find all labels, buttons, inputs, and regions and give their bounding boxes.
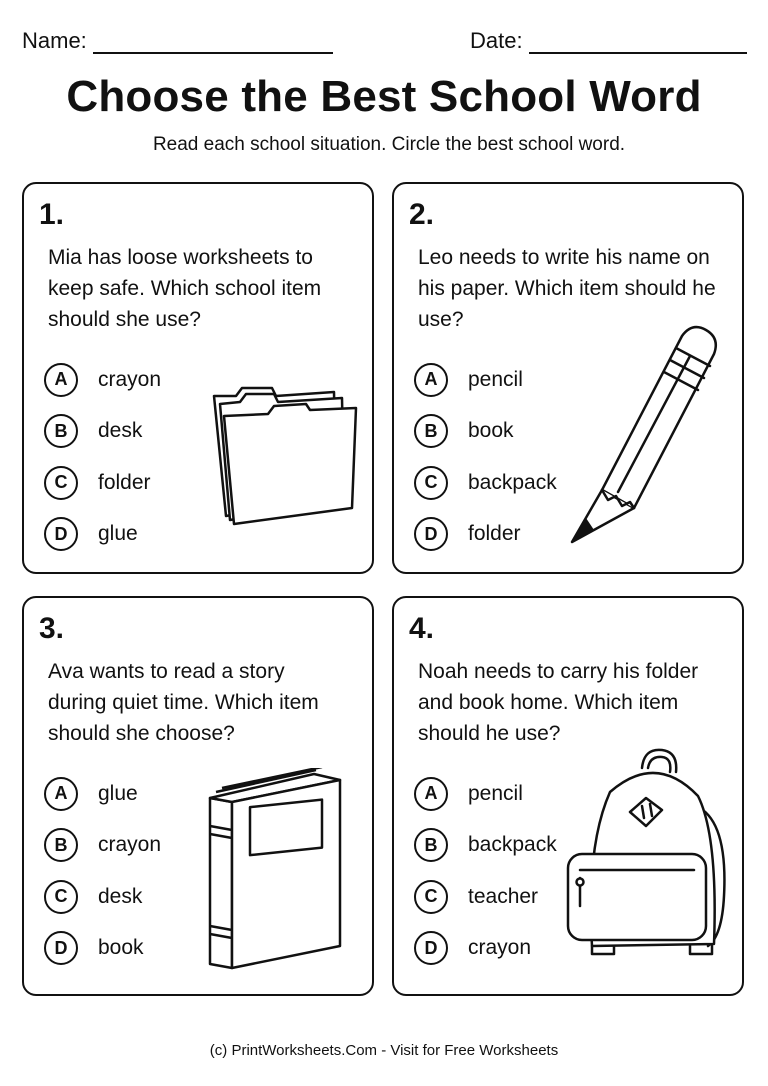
option-text[interactable]: glue [98, 781, 138, 805]
answer-option-a[interactable] [44, 354, 161, 406]
answer-options [414, 354, 557, 560]
question-number: 1. [39, 198, 65, 231]
book-icon [204, 768, 354, 973]
option-text[interactable]: crayon [468, 936, 532, 960]
backpack-icon [566, 746, 736, 966]
option-text[interactable]: pencil [468, 781, 523, 805]
option-text[interactable]: pencil [468, 367, 523, 391]
question-text: Ava wants to read a story during quiet time. Which item should she choose? [48, 660, 319, 745]
option-text[interactable]: backpack [468, 833, 557, 857]
option-text[interactable]: teacher [468, 884, 539, 908]
answer-options [44, 768, 161, 974]
option-text[interactable]: folder [468, 522, 521, 546]
answer-option-a[interactable] [414, 768, 557, 820]
pencil-icon [564, 322, 724, 547]
answer-option-d[interactable] [414, 509, 557, 561]
option-letter-d[interactable]: D [414, 931, 448, 965]
answer-option-c[interactable] [414, 871, 557, 923]
option-letter-b[interactable]: B [44, 828, 78, 862]
question-text: Noah needs to carry his folder and book home. Which item should he use? [418, 660, 699, 745]
question-card-4 [392, 596, 744, 996]
question-card-3 [22, 596, 374, 996]
date-label: Date: [470, 28, 523, 53]
folder-icon [206, 376, 366, 531]
answer-option-b[interactable] [44, 406, 161, 458]
answer-option-b[interactable] [44, 820, 161, 872]
question-card-1 [22, 182, 374, 574]
question-number: 4. [409, 612, 435, 645]
option-letter-b[interactable]: B [414, 414, 448, 448]
option-letter-c[interactable]: C [44, 466, 78, 500]
option-letter-b[interactable]: B [44, 414, 78, 448]
answer-option-d[interactable] [44, 509, 161, 561]
option-letter-c[interactable]: C [414, 880, 448, 914]
option-letter-a[interactable]: A [44, 363, 78, 397]
answer-option-d[interactable] [414, 923, 557, 975]
option-text[interactable]: desk [98, 419, 143, 443]
option-text[interactable]: folder [98, 470, 151, 494]
option-letter-a[interactable]: A [44, 777, 78, 811]
date-field[interactable] [470, 28, 747, 54]
option-letter-d[interactable]: D [44, 931, 78, 965]
option-text[interactable]: book [98, 936, 144, 960]
option-letter-c[interactable]: C [44, 880, 78, 914]
footer-credit: (c) PrintWorksheets.Com - Visit for Free Worksheets [209, 1042, 559, 1059]
date-line[interactable] [529, 30, 747, 54]
question-number: 3. [39, 612, 65, 645]
option-text[interactable]: glue [98, 522, 138, 546]
answer-option-a[interactable] [414, 354, 557, 406]
answer-option-c[interactable] [44, 871, 161, 923]
option-letter-a[interactable]: A [414, 363, 448, 397]
answer-option-d[interactable] [44, 923, 161, 975]
option-text[interactable]: book [468, 419, 514, 443]
option-letter-b[interactable]: B [414, 828, 448, 862]
question-number: 2. [409, 198, 435, 231]
answer-option-b[interactable] [414, 820, 557, 872]
option-letter-a[interactable]: A [414, 777, 448, 811]
name-label: Name: [22, 28, 87, 53]
answer-option-a[interactable] [44, 768, 161, 820]
option-letter-d[interactable]: D [44, 517, 78, 551]
answer-option-b[interactable] [414, 406, 557, 458]
option-text[interactable]: crayon [98, 367, 162, 391]
question-card-2 [392, 182, 744, 574]
page-title: Choose the Best School Word [66, 72, 702, 121]
answer-options [414, 768, 557, 974]
name-line[interactable] [93, 30, 333, 54]
answer-option-c[interactable] [414, 457, 557, 509]
name-field[interactable] [22, 28, 333, 54]
question-text: Mia has loose worksheets to keep safe. Which school item should she use? [48, 246, 322, 331]
option-letter-c[interactable]: C [414, 466, 448, 500]
question-text: Leo needs to write his name on his paper. Which item should he use? [418, 246, 716, 331]
answer-options [44, 354, 161, 560]
option-letter-d[interactable]: D [414, 517, 448, 551]
option-text[interactable]: crayon [98, 833, 162, 857]
answer-option-c[interactable] [44, 457, 161, 509]
instructions: Read each school situation. Circle the best school word. [152, 134, 626, 155]
option-text[interactable]: backpack [468, 470, 557, 494]
option-text[interactable]: desk [98, 884, 143, 908]
